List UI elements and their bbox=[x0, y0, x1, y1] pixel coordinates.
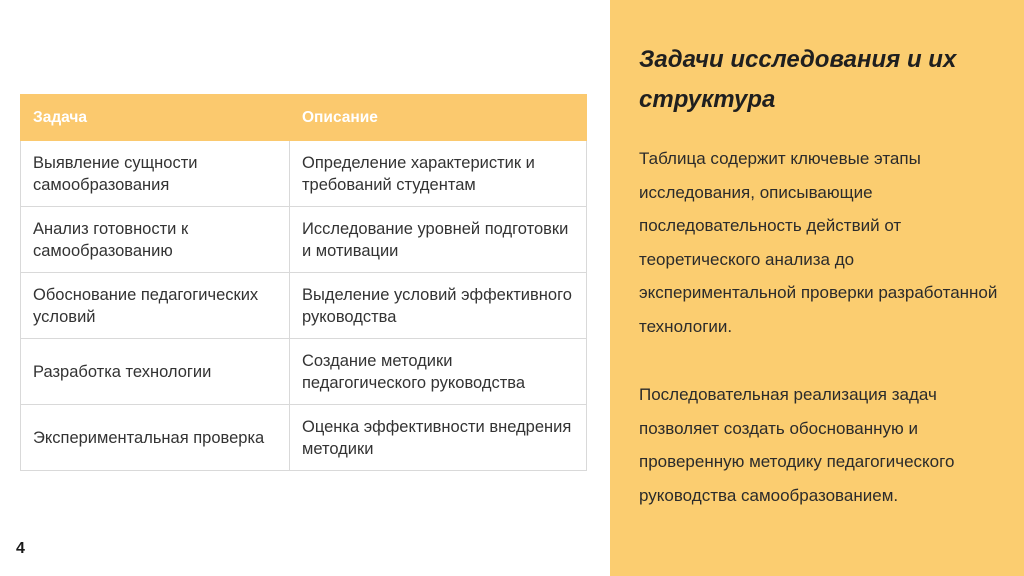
table-row bbox=[21, 405, 587, 471]
task-cell: Экспериментальная проверка bbox=[21, 405, 290, 471]
task-cell: Обоснование педагогических условий bbox=[21, 273, 290, 339]
side-panel-title: Задачи исследования и их структура bbox=[639, 46, 957, 113]
side-panel-paragraph-2: Последовательная реализация задач позволяет создать обоснованную и проверенную методику педагогического руководства самообразованием. bbox=[639, 385, 955, 505]
tasks-table bbox=[20, 94, 587, 471]
table-row bbox=[21, 339, 587, 405]
table-row bbox=[21, 273, 587, 339]
description-cell: Создание методики педагогического руководства bbox=[290, 339, 587, 405]
task-cell: Выявление сущности самообразования bbox=[21, 141, 290, 207]
description-cell: Исследование уровней подготовки и мотивации bbox=[290, 207, 587, 273]
task-cell: Разработка технологии bbox=[21, 339, 290, 405]
table-row bbox=[21, 141, 587, 207]
tasks-table-container bbox=[20, 94, 586, 471]
description-cell: Оценка эффективности внедрения методики bbox=[290, 405, 587, 471]
column-header-task: Задача bbox=[21, 95, 290, 141]
task-cell: Анализ готовности к самообразованию bbox=[21, 207, 290, 273]
column-header-description: Описание bbox=[290, 95, 587, 141]
side-panel bbox=[610, 0, 1024, 576]
side-panel-paragraph-1: Таблица содержит ключевые этапы исследования, описывающие последовательность действий от теоретического анализа до экспериментальной проверки разработанной технологии. bbox=[639, 149, 998, 336]
page-number: 4 bbox=[16, 540, 25, 557]
table-header-row bbox=[21, 95, 587, 141]
description-cell: Выделение условий эффективного руководства bbox=[290, 273, 587, 339]
description-cell: Определение характеристик и требований студентам bbox=[290, 141, 587, 207]
table-row bbox=[21, 207, 587, 273]
